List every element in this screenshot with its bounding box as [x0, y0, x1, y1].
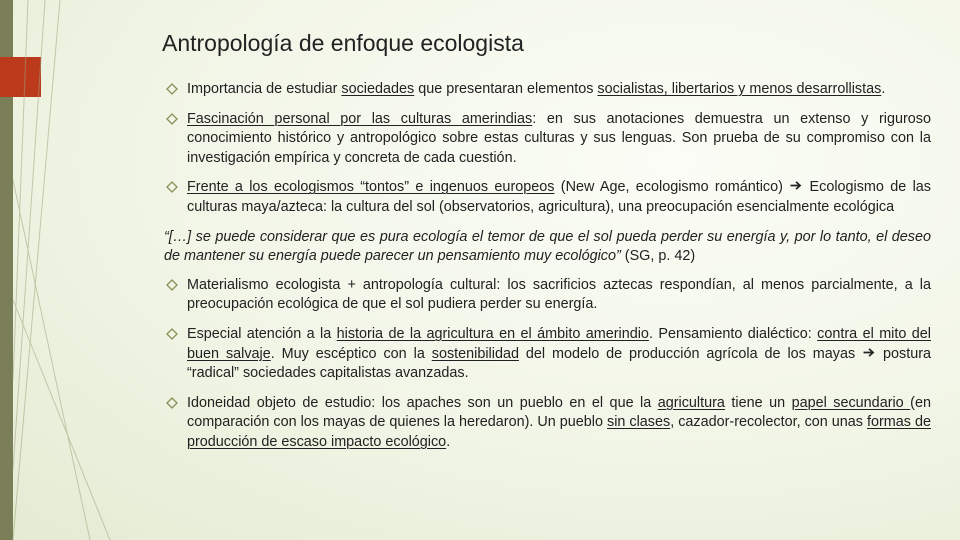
text-segment: . [446, 433, 451, 450]
right-arrow-icon [789, 180, 803, 191]
accent-block [0, 57, 41, 97]
bullet-text [187, 395, 931, 450]
right-arrow-icon [862, 347, 876, 358]
bullet-list-top [164, 80, 931, 218]
quote-text: “[…] se puede considerar que es pura ecología el temor de que el sol pueda perder su energía y, por lo tanto, el deseo de mantener su energía puede parecer un pensamiento muy ecológico” [164, 228, 931, 265]
bullet-text [187, 326, 931, 381]
slide-content [164, 80, 931, 463]
underlined-text: papel secundario [791, 394, 911, 411]
bullet-item [164, 110, 931, 169]
underlined-text: sociedades [341, 81, 415, 97]
quote [164, 228, 931, 267]
bullet-item [164, 80, 931, 100]
bullet-item [164, 276, 931, 315]
text-segment: (New Age, ecologismo romántico) [554, 179, 790, 196]
text-segment: . Pensamiento dialéctico: [648, 325, 818, 342]
bullet-text [187, 179, 931, 215]
bullet-text [187, 277, 931, 313]
slide-title: Antropología de enfoque ecologista [162, 30, 524, 56]
text-segment: : en sus anotaciones demuestra un extenso y riguroso conocimiento histórico y antropológico sobre estas culturas y sus lenguas. Son prueba de su compromiso con la investigación empírica y concreta de cada cuestión. [187, 110, 931, 166]
text-segment: . Muy escéptico con la [270, 345, 432, 362]
bullet-item [164, 178, 931, 217]
text-segment: que presentaran elementos [414, 81, 598, 97]
underlined-text: contra el mito del buen salvaje [187, 325, 931, 362]
diamond-outline-icon [165, 82, 179, 96]
diamond-outline-icon [165, 278, 179, 292]
text-segment: postura “radical” sociedades capitalistas avanzadas. [187, 345, 932, 382]
text-segment: Especial atención a la [187, 325, 337, 342]
text-segment: . [881, 81, 886, 97]
underlined-text: historia de la agricultura en el ámbito amerindio [336, 325, 649, 342]
text-segment: Materialismo ecologista + antropología cultural: los sacrificios aztecas respondían, al menos parcialmente, a la preocupación ecológica de que el sol pudiera perder su energía. [187, 276, 931, 313]
text-segment: (en comparación con los mayas de quienes la heredaron). Un pueblo [187, 394, 931, 431]
bullet-item [164, 325, 931, 384]
underlined-text: sostenibilidad [431, 345, 519, 362]
bullet-text [187, 111, 931, 166]
diamond-outline-icon [165, 327, 179, 341]
text-segment: , cazador-recolector, con unas [670, 414, 867, 431]
underlined-text: formas de producción de escaso impacto ecológico [187, 414, 931, 450]
bullet-text [187, 81, 885, 97]
diamond-outline-icon [165, 112, 179, 126]
underlined-text: socialistas, libertarios y menos desarrollistas [597, 81, 882, 97]
text-segment: Importancia de estudiar [187, 81, 342, 97]
bullet-list-bottom [164, 276, 931, 453]
quote-citation: (SG, p. 42) [620, 248, 696, 265]
underlined-text: Frente a los ecologismos “tontos” e ingenuos europeos [187, 179, 555, 196]
diamond-outline-icon [165, 180, 179, 194]
underlined-text: Fascinación personal por las culturas amerindias [187, 110, 533, 127]
text-segment: Idoneidad objeto de estudio: los apaches son un pueblo en el que la [187, 394, 658, 411]
underlined-text: sin clases [607, 414, 671, 431]
text-segment: tiene un [724, 394, 792, 411]
text-segment: Ecologismo de las culturas maya/azteca: la cultura del sol (observatorios, agricultura), una preocupación esencialmente ecológica [187, 179, 931, 215]
diamond-outline-icon [165, 396, 179, 410]
text-segment: del modelo de producción agrícola de los mayas [518, 345, 863, 362]
bullet-item [164, 394, 931, 453]
underlined-text: agricultura [657, 394, 725, 411]
